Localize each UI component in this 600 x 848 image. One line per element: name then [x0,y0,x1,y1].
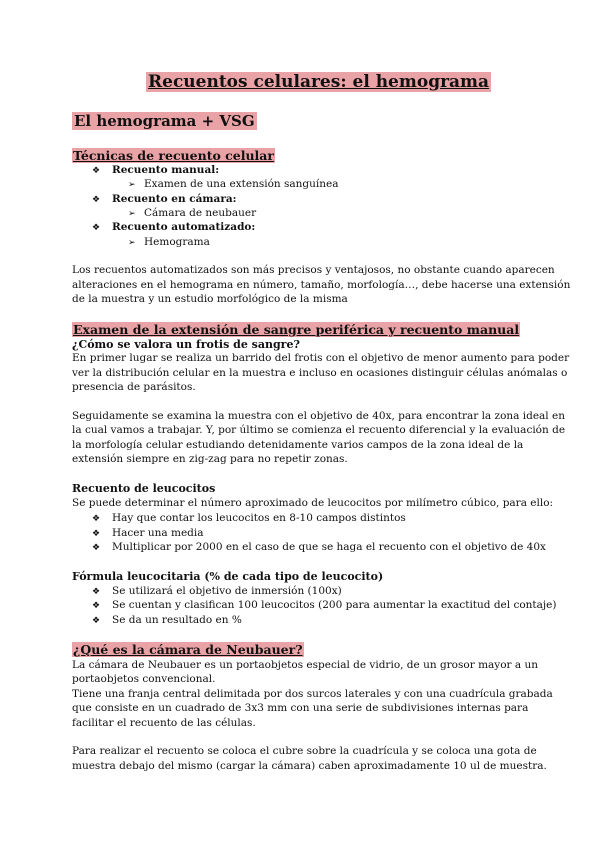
paragraph-line: Los recuentos automatizados son más precisos y ventajosos, no obstante cuando aparecen [72,264,555,276]
paragraph-line: la morfología celular estudiando detenidamente varios campos de la zona ideal de la [72,439,524,451]
paragraph-line: Seguidamente se examina la muestra con el objetivo de 40x, para encontrar la zona ideal en [72,410,565,422]
heading-examen: Examen de la extensión de sangre periférica y recuento manual [73,322,520,337]
sub-list-item: ➢ Cámara de neubauer [128,207,257,219]
paragraph-line: La cámara de Neubauer es un portaobjetos especial de vidrio, de un grosor mayor a un [72,659,539,671]
heading-neubauer: ¿Qué es la cámara de Neubauer? [73,642,303,657]
heading-leucocitos: Recuento de leucocitos [72,482,216,495]
paragraph-line: de la muestra y un estudio morfológico de la misma [72,293,348,305]
list-item: ❖ Se da un resultado en % [92,614,242,626]
diamond-bullet-icon: ❖ [92,514,101,524]
paragraph-line: muestra debajo del mismo (cargar la cámara) caben aproximadamente 10 ul de muestra. [72,760,547,772]
paragraph-line: En primer lugar se realiza un barrido del frotis con el objetivo de menor aumento para poder [72,352,570,364]
list-item: ❖ Multiplicar por 2000 en el caso de que se haga el recuento con el objetivo de 40x [92,541,546,553]
paragraph-line: portaobjetos convencional. [72,673,216,685]
sub-list-item: ➢ Hemograma [128,236,210,248]
diamond-bullet-icon: ❖ [92,616,101,626]
paragraph-line: Se puede determinar el número aproximado de leucocitos por milímetro cúbico, para ello: [72,497,554,509]
diamond-bullet-icon: ❖ [92,543,101,553]
arrow-bullet-icon: ➢ [128,209,136,219]
list-item: ❖ Hay que contar los leucocitos en 8-10 campos distintos [92,512,406,524]
sub-list-item: ➢ Examen de una extensión sanguínea [128,178,339,190]
page-title: Recuentos celulares: el hemograma [148,72,490,92]
paragraph-line: Tiene una franja central delimitada por dos surcos laterales y con una cuadrícula grabada [72,688,553,700]
paragraph-line: la cual vamos a trabajar. Y, por último se comienza el recuento diferencial y la evaluación de [72,424,566,436]
paragraph-line: ver la distribución celular en la muestra e incluso en ocasiones distinguir células anómalas o [72,367,568,379]
section-heading-hemograma: El hemograma + VSG [74,112,255,130]
paragraph-line: Para realizar el recuento se coloca el cubre sobre la cuadrícula y se coloca una gota de [72,745,537,757]
list-item: ❖ Recuento manual: [92,164,220,176]
paragraph-line: que consiste en un cuadrado de 3x3 mm con una serie de subdivisiones internas para [72,702,529,714]
heading-tecnicas: Técnicas de recuento celular [73,148,274,163]
heading-formula: Fórmula leucocitaria (% de cada tipo de leucocito) [72,570,384,583]
arrow-bullet-icon: ➢ [128,238,136,248]
paragraph-line: presencia de parásitos. [72,381,196,393]
list-item: ❖ Recuento automatizado: [92,221,256,233]
diamond-bullet-icon: ❖ [92,601,101,611]
paragraph-line: alteraciones en el hemograma en número, tamaño, morfología…, debe hacerse una extensión [72,279,571,291]
diamond-bullet-icon: ❖ [92,223,101,233]
diamond-bullet-icon: ❖ [92,587,101,597]
diamond-bullet-icon: ❖ [92,166,101,176]
question-frotis: ¿Cómo se valora un frotis de sangre? [72,338,300,351]
diamond-bullet-icon: ❖ [92,529,101,539]
paragraph-line: facilitar el recuento de las células. [72,717,256,729]
list-item: ❖ Recuento en cámara: [92,193,237,205]
arrow-bullet-icon: ➢ [128,180,136,190]
list-item: ❖ Hacer una media [92,527,204,539]
list-item: ❖ Se cuentan y clasifican 100 leucocitos (200 para aumentar la exactitud del contaje) [92,599,557,611]
diamond-bullet-icon: ❖ [92,195,101,205]
paragraph-line: extensión siempre en zig-zag para no repetir zonas. [72,453,348,465]
list-item: ❖ Se utilizará el objetivo de inmersión (100x) [92,585,342,597]
